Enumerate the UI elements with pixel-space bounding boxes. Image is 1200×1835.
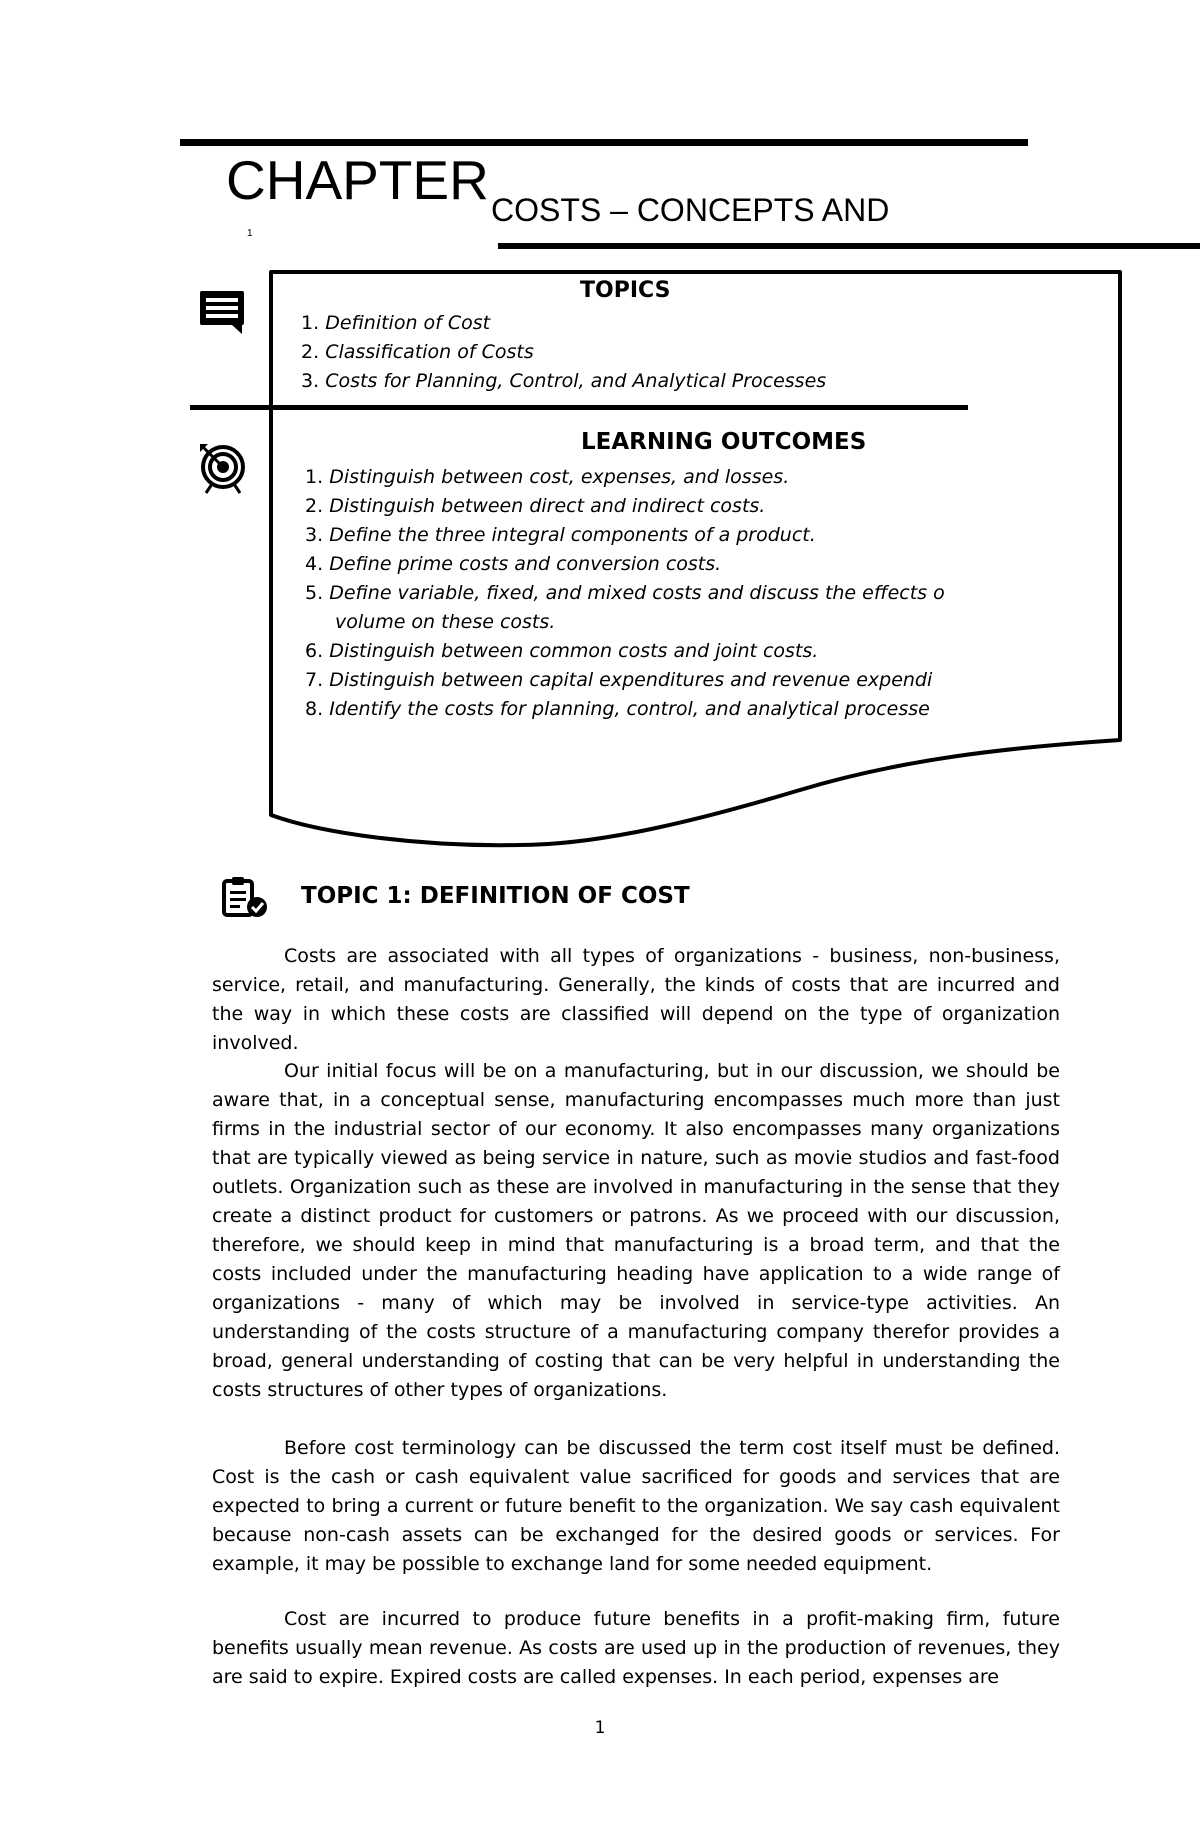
topics-list (301, 309, 826, 396)
list-item: 4. Define prime costs and conversion costs. (305, 553, 722, 575)
chapter-number: 1 (247, 228, 253, 239)
topics-heading: TOPICS (580, 278, 671, 303)
page-number: 1 (594, 1718, 606, 1738)
list-item-continuation: volume on these costs. (335, 611, 556, 633)
body-paragraph: Our initial focus will be on a manufacturing, but in our discussion, we should be aware that, in a conceptual sense, manufacturing encompasses much more than just firms in the industrial sector of our economy. It also encompasses many organizations that are typically viewed as being service in nature, such as movie studios and fast-food outlets. Organization such as these are involved in manufacturing in the sense that they create a distinct product for customers or patrons. As we proceed with our discussion, therefore, we should keep in mind that manufacturing is a broad term, and that the costs included under the manufacturing heading have application to a wide range of organizations - many of which may be involved in service-type activities. An understanding of the costs structure of a manufacturing company therefor provides a broad, general understanding of costing that can be very helpful in understanding the costs structures of other types of organizations. (212, 1060, 1060, 1401)
body-paragraph: Before cost terminology can be discussed the term cost itself must be defined. Cost is the cash or cash equivalent value sacrificed for goods and services that are expected to bring a current or future benefit to the organization. We say cash equivalent because non-cash assets can be exchanged for the desired goods or services. For example, it may be possible to exchange land for some needed equipment. (212, 1437, 1060, 1575)
list-item: 3. Costs for Planning, Control, and Analytical Processes (301, 370, 827, 392)
list-item: 6. Distinguish between common costs and joint costs. (305, 640, 819, 662)
body-paragraph: Cost are incurred to produce future benefits in a profit-making firm, future benefits usually mean revenue. As costs are used up in the production of revenues, they are said to expire. Expired costs are called expenses. In each period, expenses are (212, 1608, 1060, 1688)
chapter-title: COSTS – CONCEPTS AND (491, 192, 890, 228)
list-item: 3. Define the three integral components of a product. (305, 524, 816, 546)
chapter-label: CHAPTER (226, 149, 489, 211)
list-item: 2. Distinguish between direct and indirect costs. (305, 495, 766, 517)
target-icon (198, 442, 246, 494)
list-item: 8. Identify the costs for planning, control, and analytical processe (305, 698, 930, 720)
section-divider (190, 405, 968, 410)
body-paragraph: Costs are associated with all types of organizations - business, non-business, service, retail, and manufacturing. Generally, the kinds of costs that are incurred and the way in which these costs are classified will depend on the type of organization involved. (212, 945, 1060, 1054)
clipboard-check-icon (221, 876, 269, 918)
list-item: 7. Distinguish between capital expenditures and revenue expendi (305, 669, 933, 691)
list-item: 5. Define variable, fixed, and mixed costs and discuss the effects o (305, 582, 945, 604)
learning-outcomes-heading: LEARNING OUTCOMES (581, 429, 867, 455)
list-item: 1. Definition of Cost (301, 312, 491, 334)
list-item: 1. Distinguish between cost, expenses, and losses. (305, 466, 790, 488)
topic1-heading: TOPIC 1: DEFINITION OF COST (301, 883, 690, 909)
learning-outcomes-list (305, 463, 955, 724)
chat-list-icon (198, 289, 250, 335)
list-item: 2. Classification of Costs (301, 341, 534, 363)
